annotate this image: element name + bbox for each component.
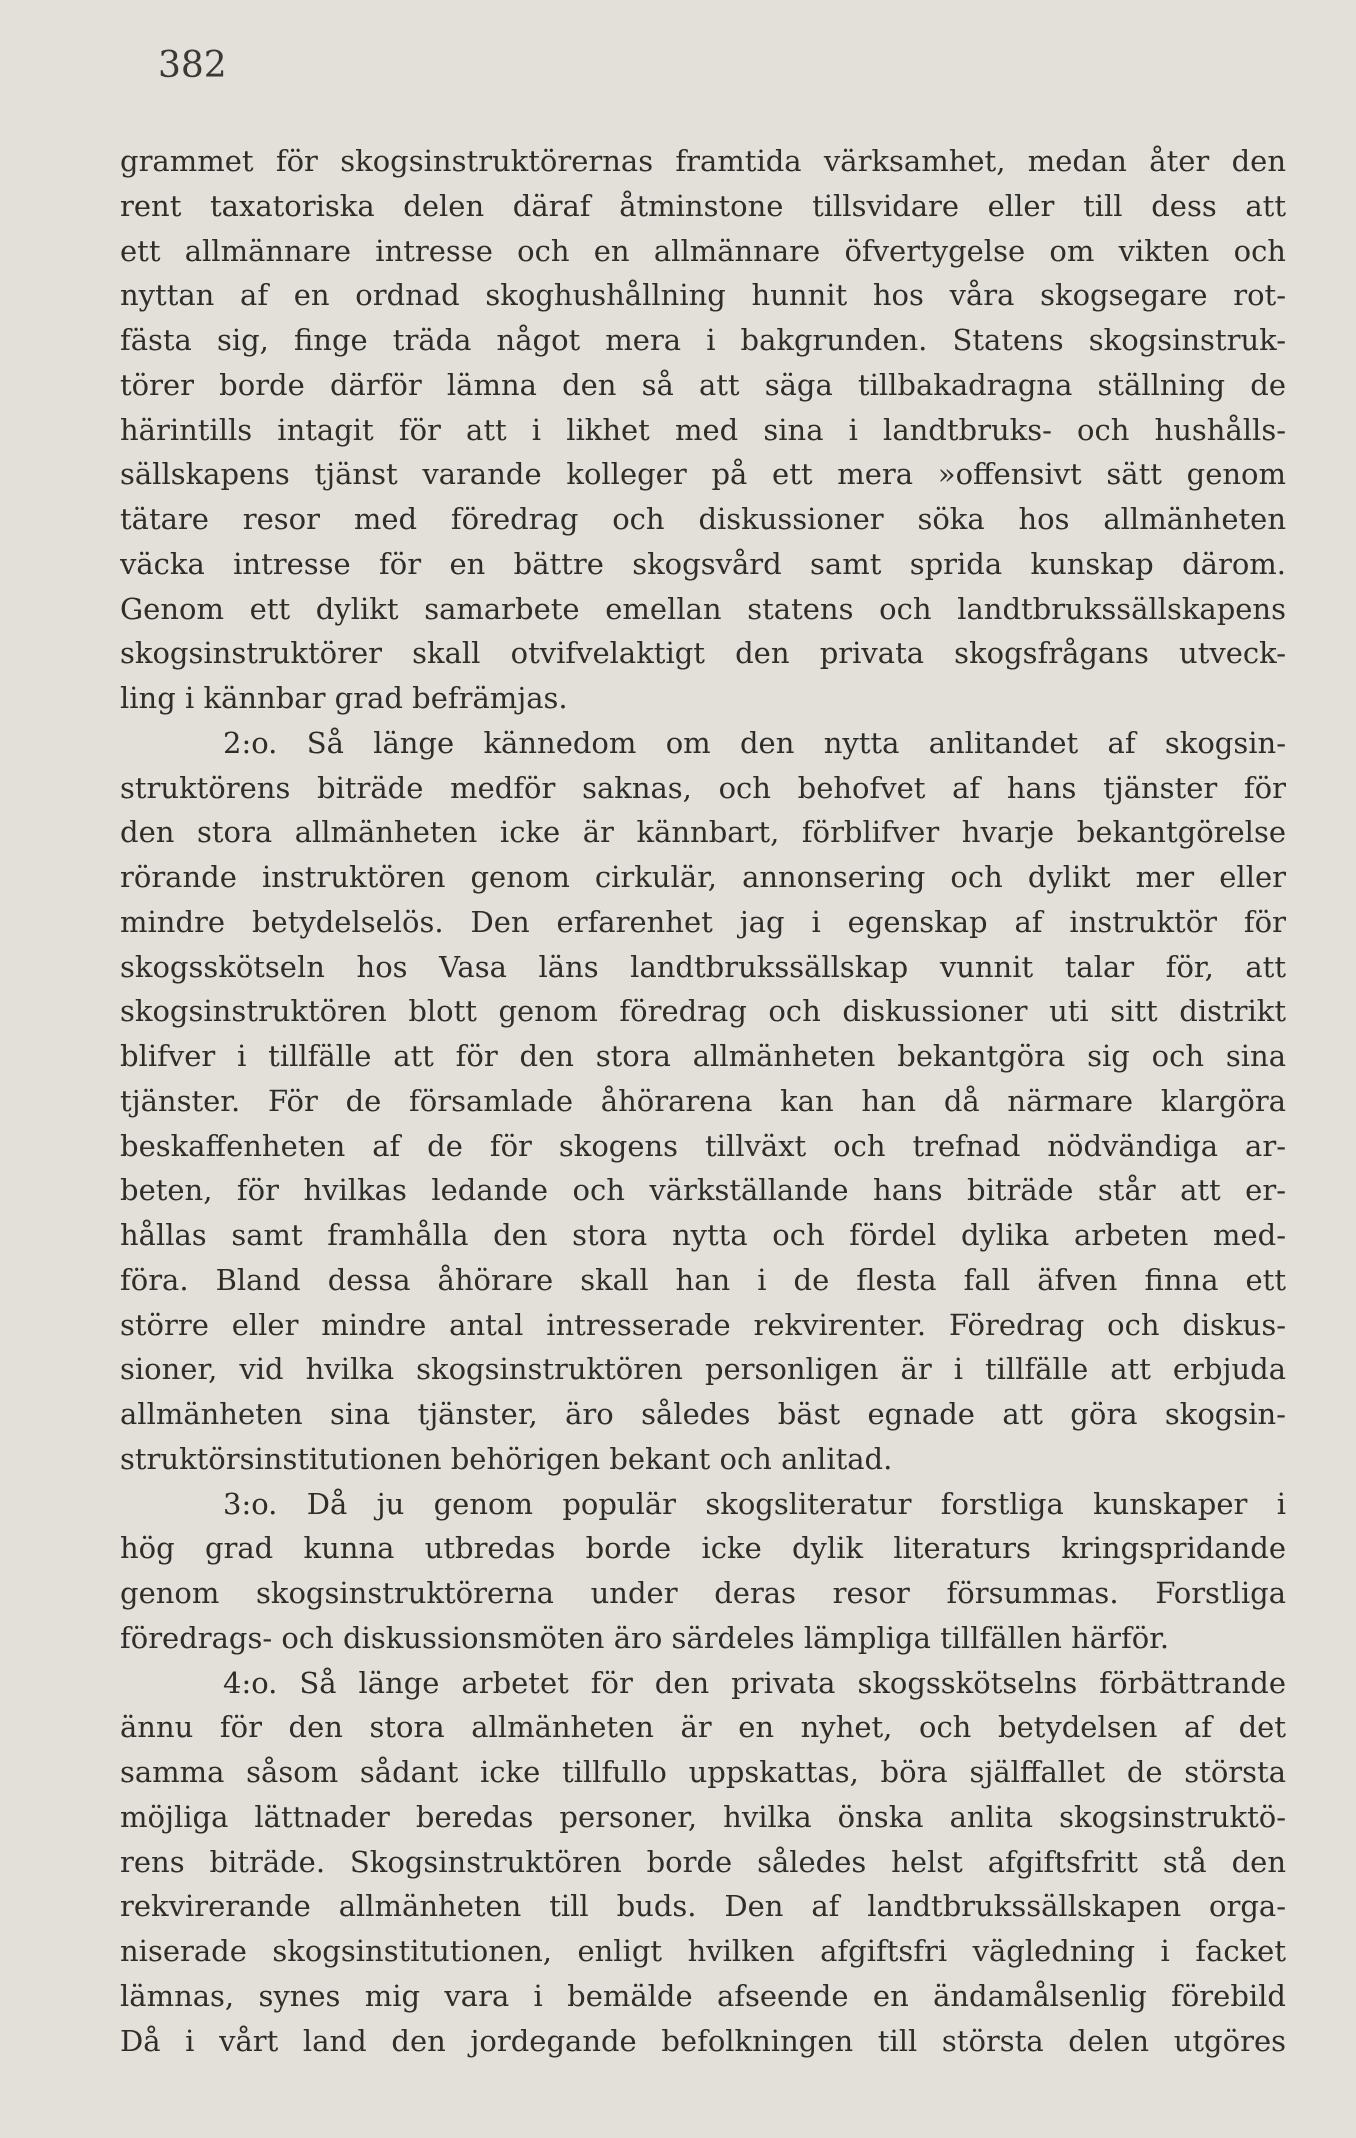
text-line: rent taxatoriska delen däraf åtminstone tillsvidare eller till dess att <box>120 188 1286 223</box>
text-line: skogsinstruktören blott genom föredrag och diskussioner uti sitt distrikt <box>120 994 1286 1029</box>
text-line: blifver i tillfälle att för den stora allmänheten bekantgöra sig och sina <box>120 1039 1286 1073</box>
text-line: ännu för den stora allmänheten är en nyhet, och betydelsen af det <box>120 1710 1286 1745</box>
text-line: Genom ett dylikt samarbete emellan statens och landtbrukssällskapens <box>120 591 1286 626</box>
text-line: hög grad kunna utbredas borde icke dylik literaturs kringspridande <box>120 1531 1286 1566</box>
text-line: Då i vårt land den jordegande befolkningen till största delen utgöres <box>120 2023 1286 2058</box>
text-line: skogsinstruktörer skall otvifvelaktigt den privata skogsfrågans utveck- <box>120 636 1286 671</box>
text-line: beten, för hvilkas ledande och värkställande hans biträde står att er- <box>120 1173 1286 1208</box>
text-line: samma såsom sådant icke tillfullo uppskattas, böra själffallet de största <box>120 1755 1286 1789</box>
text-line: genom skogsinstruktörerna under deras resor försummas. Forstliga <box>120 1576 1286 1610</box>
text-line: ling i kännbar grad befrämjas. <box>120 681 568 715</box>
text-line: tätare resor med föredrag och diskussioner söka hos allmänheten <box>120 502 1286 536</box>
text-line: föredrags- och diskussionsmöten äro särdeles lämpliga tillfällen härför. <box>120 1620 1170 1655</box>
text-line: den stora allmänheten icke är kännbart, förblifver hvarje bekantgörelse <box>120 815 1286 850</box>
text-line: hållas samt framhålla den stora nytta och fördel dylika arbeten med- <box>120 1218 1286 1252</box>
text-line: lämnas, synes mig vara i bemälde afseende en ändamålsenlig förebild <box>120 1978 1286 2013</box>
body-text <box>120 139 1286 2063</box>
text-line: grammet för skogsinstruktörernas framtida värksamhet, medan åter den <box>120 144 1286 178</box>
text-line: skogsskötseln hos Vasa läns landtbrukssällskap vunnit talar för, att <box>120 949 1286 984</box>
text-line: större eller mindre antal intresserade rekvirenter. Föredrag och diskus- <box>120 1307 1286 1342</box>
text-line: struktörens biträde medför saknas, och behofvet af hans tjänster för <box>120 770 1286 805</box>
text-line: allmänheten sina tjänster, äro således bäst egnade att göra skogsin- <box>120 1397 1286 1431</box>
text-line: föra. Bland dessa åhörare skall han i de flesta fall äfven finna ett <box>120 1262 1286 1297</box>
text-line: rekvirerande allmänheten till buds. Den af landtbrukssällskapen orga- <box>120 1889 1286 1924</box>
text-line: ett allmännare intresse och en allmännare öfvertygelse om vikten och <box>120 233 1286 268</box>
text-line: tjänster. För de församlade åhörarena kan han då närmare klargöra <box>120 1083 1286 1118</box>
text-line: törer borde därför lämna den så att säga tillbakadragna ställning de <box>120 367 1286 402</box>
text-line: struktörsinstitutionen behörigen bekant och anlitad. <box>120 1441 893 1476</box>
text-line: härintills intagit för att i likhet med sina i landtbruks- och hushålls- <box>120 412 1286 447</box>
text-line: sioner, vid hvilka skogsinstruktören personligen är i tillfälle att erbjuda <box>120 1352 1286 1387</box>
page-number: 382 <box>158 45 227 86</box>
text-line: sällskapens tjänst varande kolleger på ett mera »offensivt sätt genom <box>120 457 1286 492</box>
text-line: rens biträde. Skogsinstruktören borde således helst afgiftsfritt stå den <box>120 1844 1286 1879</box>
text-line: beskaffenheten af de för skogens tillväxt och trefnad nödvändiga ar- <box>120 1128 1286 1163</box>
text-line: 2:o. Så länge kännedom om den nytta anlitandet af skogsin- <box>223 725 1286 760</box>
text-line: 3:o. Då ju genom populär skogsliteratur forstliga kunskaper i <box>223 1486 1286 1521</box>
text-line: fästa sig, finge träda något mera i bakgrunden. Statens skogsinstruk- <box>120 323 1286 357</box>
text-line: 4:o. Så länge arbetet för den privata skogsskötselns förbättrande <box>223 1665 1286 1700</box>
text-line: niserade skogsinstitutionen, enligt hvilken afgiftsfri vägledning i facket <box>120 1934 1286 1968</box>
text-line: möjliga lättnader beredas personer, hvilka önska anlita skogsinstruktö- <box>120 1799 1286 1834</box>
text-line: mindre betydelselös. Den erfarenhet jag i egenskap af instruktör för <box>120 904 1286 939</box>
text-line: nyttan af en ordnad skoghushållning hunnit hos våra skogsegare rot- <box>120 278 1286 313</box>
text-line: rörande instruktören genom cirkulär, annonsering och dylikt mer eller <box>120 860 1286 894</box>
text-line: väcka intresse för en bättre skogsvård samt sprida kunskap därom. <box>120 546 1286 581</box>
